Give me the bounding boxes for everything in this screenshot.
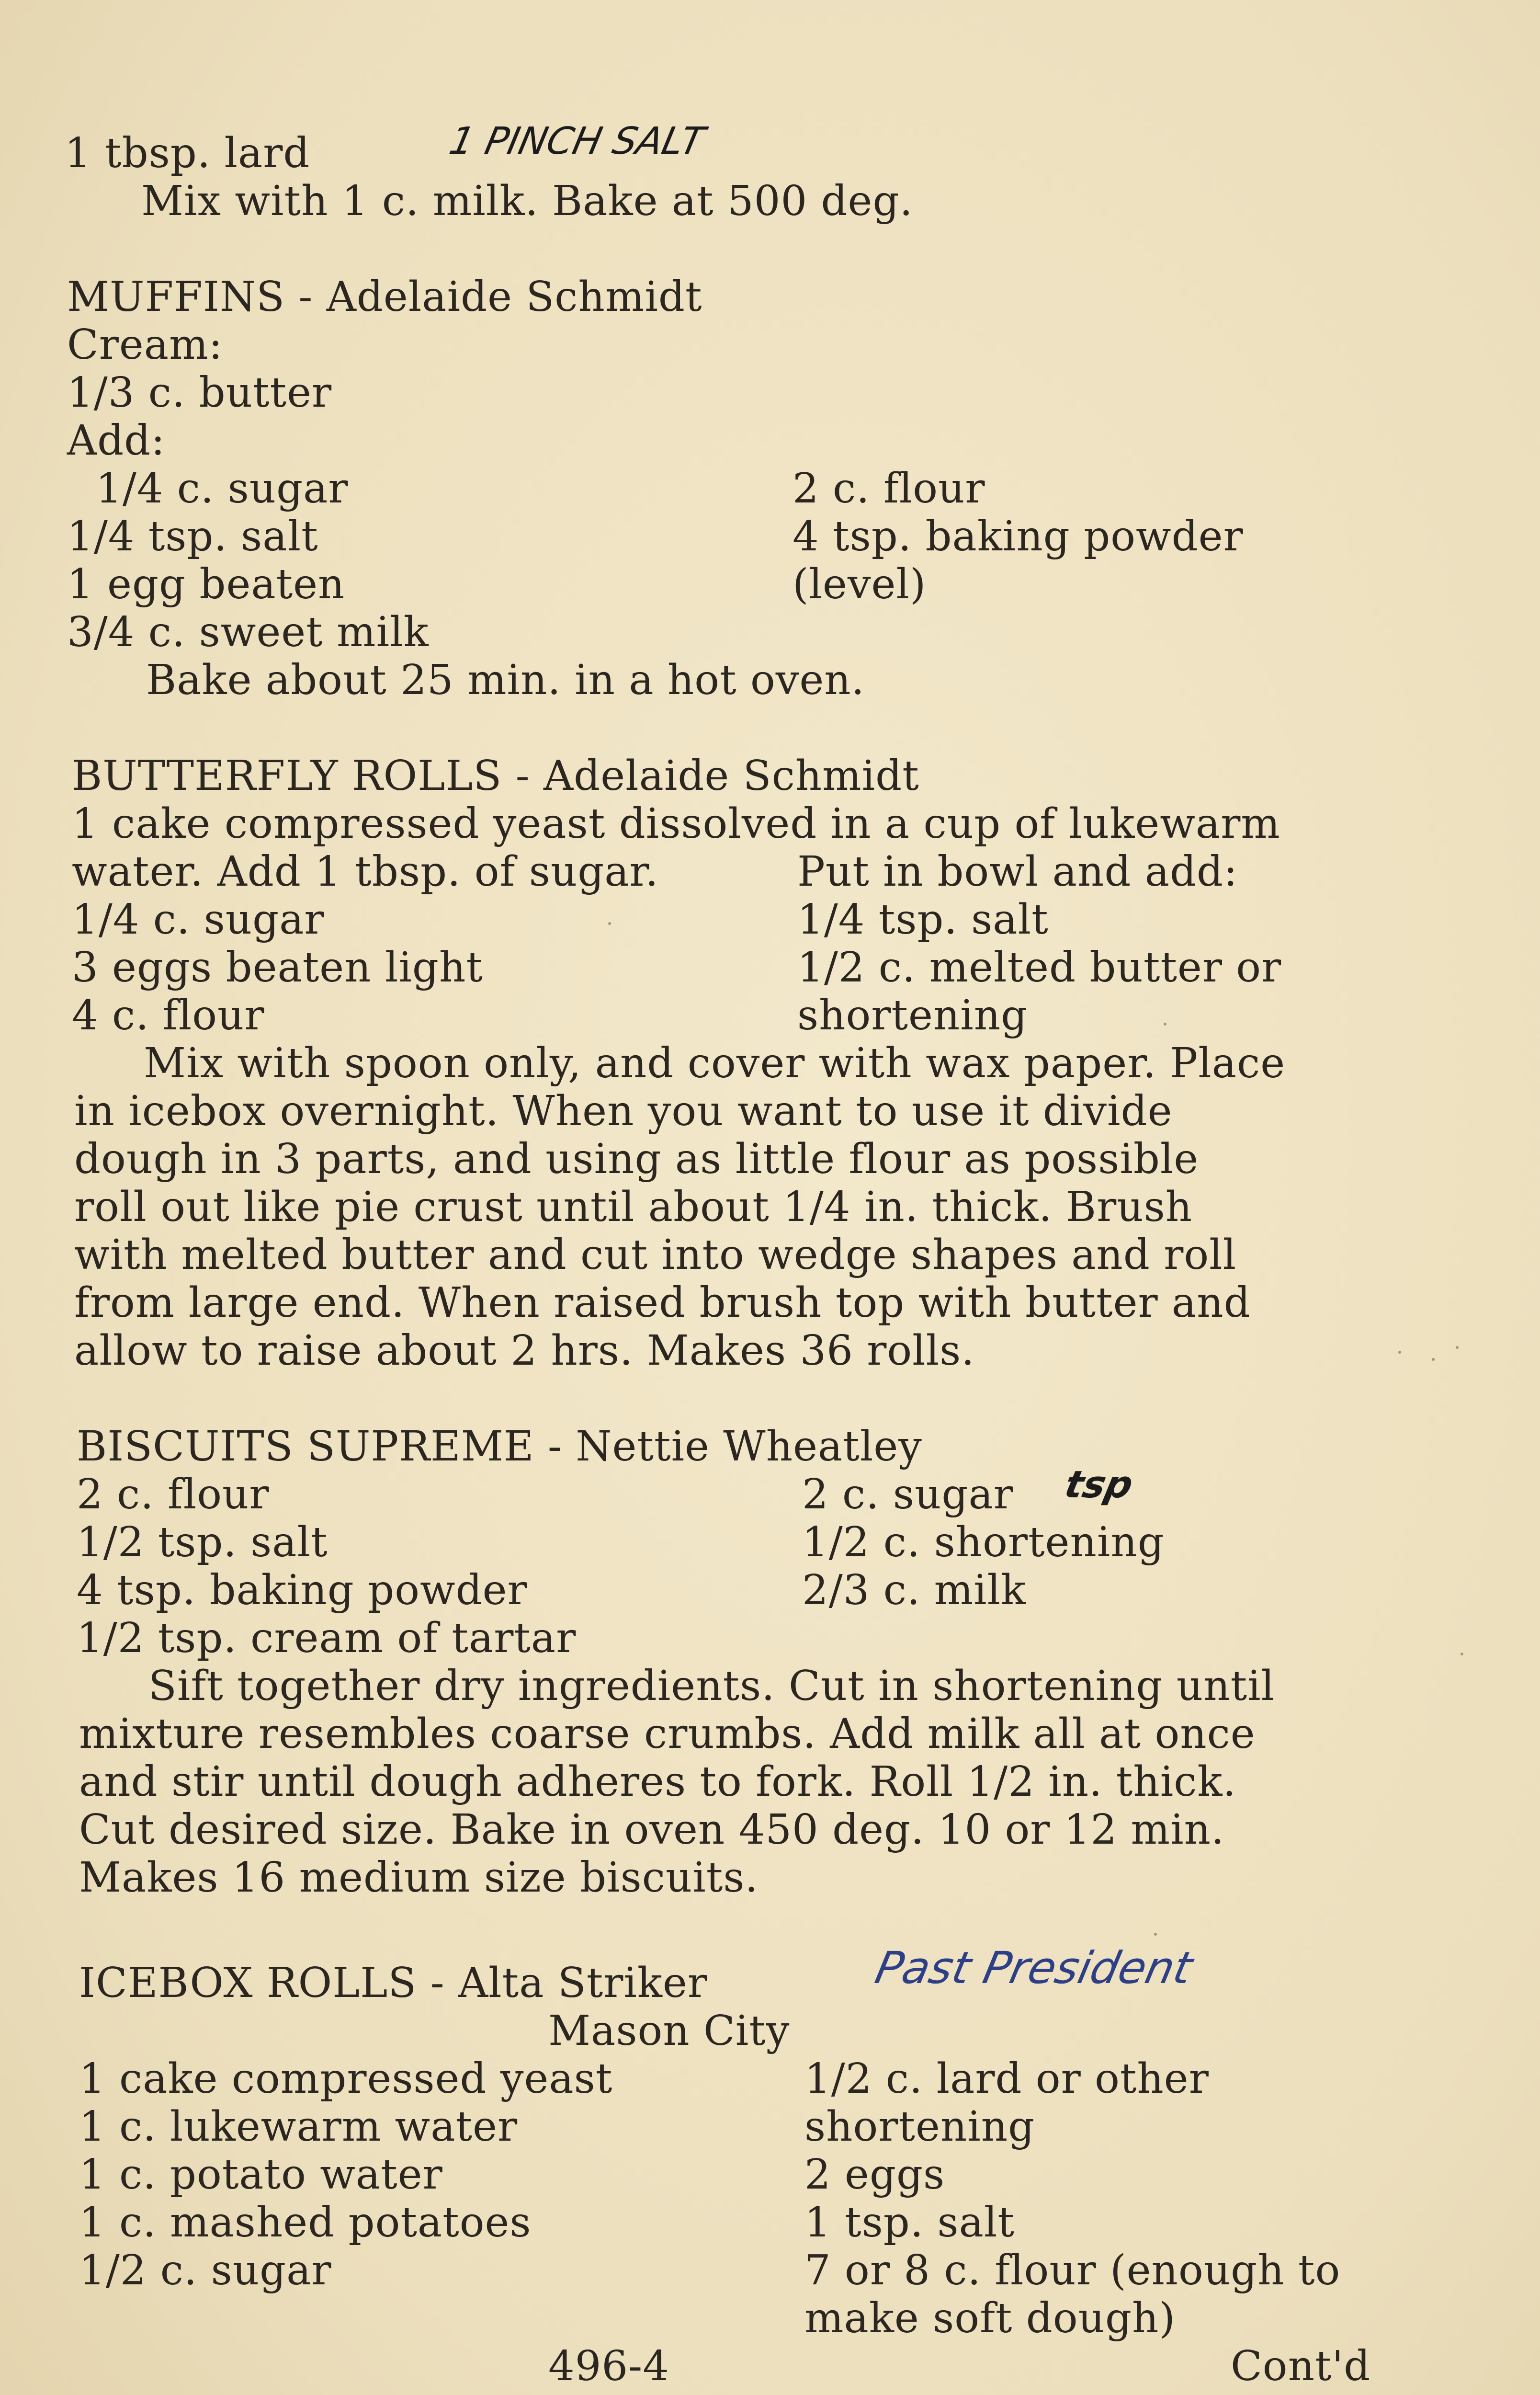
muffins-ingredient: 1 egg beaten [67, 560, 345, 608]
butterfly-ingredient: 3 eggs beaten light [72, 944, 483, 992]
muffins-ingredient: 2 c. flour [793, 465, 985, 513]
scan-speck [608, 922, 611, 925]
scan-speck [1398, 1351, 1401, 1354]
scan-speck [1456, 1346, 1459, 1349]
butterfly-instructions: in icebox overnight. When you want to use it divide [74, 1087, 1173, 1135]
muffins-ingredient: 1/4 c. sugar [96, 465, 349, 513]
scan-speck [1461, 1653, 1463, 1655]
icebox-ingredient: 1/2 c. sugar [79, 2247, 332, 2294]
scan-speck [1154, 1933, 1157, 1936]
icebox-ingredient: 1 cake compressed yeast [79, 2055, 613, 2103]
biscuits-ingredient: 1/2 tsp. salt [77, 1518, 328, 1566]
butterfly-instructions: dough in 3 parts, and using as little flour as possible [74, 1135, 1199, 1183]
butterfly-instructions: Mix with spoon only, and cover with wax paper. Place [144, 1039, 1286, 1087]
icebox-ingredient: 1 tsp. salt [804, 2199, 1015, 2247]
muffins-ingredient: 1/4 tsp. salt [67, 513, 318, 560]
biscuits-ingredient: 2 c. flour [77, 1471, 270, 1518]
biscuits-ingredient: 1/2 tsp. cream of tartar [77, 1614, 577, 1662]
handwritten-tsp: tsp [1061, 1463, 1137, 1506]
scan-speck [1164, 1023, 1166, 1026]
page-number: 496-4 [548, 2342, 669, 2390]
butterfly-ingredient: 1/4 tsp. salt [797, 896, 1049, 944]
icebox-subtitle: Mason City [548, 2007, 790, 2055]
biscuits-instructions: mixture resembles coarse crumbs. Add milk all at once [79, 1710, 1256, 1758]
lard-line: 1 tbsp. lard [65, 129, 310, 177]
butterfly-title: BUTTERFLY ROLLS - Adelaide Schmidt [72, 752, 919, 800]
biscuits-ingredient: 2 c. sugar [802, 1471, 1014, 1518]
butterfly-instructions: from large end. When raised brush top with butter and [74, 1279, 1251, 1327]
muffins-ingredient: 4 tsp. baking powder [793, 513, 1244, 560]
biscuits-instructions: Makes 16 medium size biscuits. [79, 1854, 759, 1902]
continued-label: Cont'd [1231, 2342, 1371, 2390]
biscuits-instructions: Cut desired size. Bake in oven 450 deg. 10 or 12 min. [79, 1806, 1225, 1854]
biscuits-ingredient: 1/2 c. shortening [802, 1518, 1165, 1566]
butterfly-intro: 1 cake compressed yeast dissolved in a cup of lukewarm [72, 800, 1280, 848]
butterfly-ingredient: 4 c. flour [72, 992, 265, 1039]
butterfly-ingredient: 1/4 c. sugar [72, 896, 325, 944]
icebox-ingredient: 1 c. lukewarm water [79, 2103, 518, 2151]
muffins-ingredient: 1/3 c. butter [67, 369, 332, 417]
muffins-ingredient: 3/4 c. sweet milk [67, 608, 429, 656]
icebox-title: ICEBOX ROLLS - Alta Striker [79, 1959, 708, 2007]
scan-speck [1432, 1358, 1435, 1361]
biscuits-ingredient: 2/3 c. milk [802, 1566, 1027, 1614]
biscuits-ingredient: 4 tsp. baking powder [77, 1566, 528, 1614]
biscuits-title: BISCUITS SUPREME - Nettie Wheatley [77, 1423, 922, 1471]
butterfly-instructions: roll out like pie crust until about 1/4 in. thick. Brush [74, 1183, 1193, 1231]
icebox-ingredient: make soft dough) [804, 2294, 1176, 2342]
butterfly-ingredient: 1/2 c. melted butter or [797, 944, 1282, 992]
muffins-ingredient: Cream: [67, 321, 223, 369]
icebox-ingredient: 1/2 c. lard or other [804, 2055, 1209, 2103]
handwritten-past-president: Past President [871, 1942, 1197, 1994]
biscuits-instructions: Sift together dry ingredients. Cut in shortening until [148, 1662, 1275, 1710]
handwritten-pinch-salt: 1 PINCH SALT [445, 120, 708, 163]
butterfly-instructions: with melted butter and cut into wedge shapes and roll [74, 1231, 1237, 1279]
muffins-title: MUFFINS - Adelaide Schmidt [67, 273, 702, 321]
butterfly-instructions: allow to raise about 2 hrs. Makes 36 rolls. [74, 1327, 975, 1375]
mix-line: Mix with 1 c. milk. Bake at 500 deg. [141, 177, 913, 225]
icebox-ingredient: 2 eggs [804, 2151, 945, 2199]
icebox-ingredient: 1 c. mashed potatoes [79, 2199, 532, 2247]
butterfly-intro: water. Add 1 tbsp. of sugar. [72, 848, 659, 896]
muffins-ingredient: (level) [793, 560, 927, 608]
muffins-instructions: Bake about 25 min. in a hot oven. [146, 656, 865, 704]
icebox-ingredient: 7 or 8 c. flour (enough to [804, 2247, 1341, 2294]
butterfly-intro: Put in bowl and add: [797, 848, 1238, 896]
butterfly-ingredient: shortening [797, 992, 1028, 1039]
icebox-ingredient: shortening [804, 2103, 1035, 2151]
muffins-ingredient: Add: [67, 417, 166, 465]
icebox-ingredient: 1 c. potato water [79, 2151, 443, 2199]
biscuits-instructions: and stir until dough adheres to fork. Roll 1/2 in. thick. [79, 1758, 1236, 1806]
